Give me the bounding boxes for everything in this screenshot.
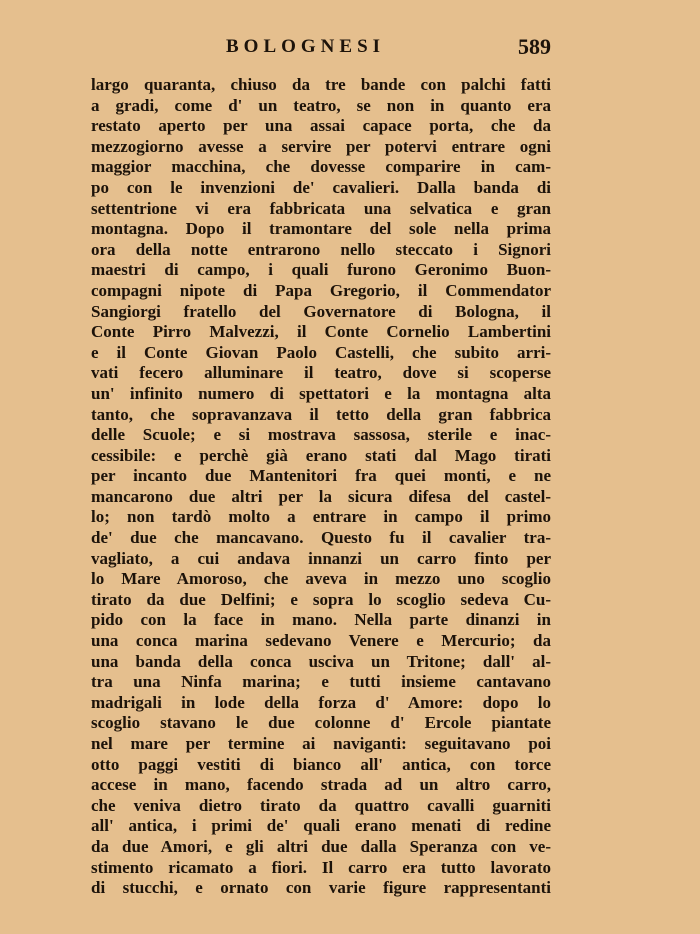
text-line: restato aperto per una assai capace porta, che da: [91, 116, 551, 136]
text-line: settentrione vi era fabbricata una selvatica e gran: [91, 198, 551, 218]
text-line: maestri di campo, i quali furono Geronimo Buon-: [91, 260, 551, 280]
text-line: pido con la face in mano. Nella parte dinanzi in: [91, 610, 551, 630]
text-line: vagliato, a cui andava innanzi un carro finto per: [91, 548, 551, 568]
text-line: ora della notte entrarono nello steccato i Signori: [91, 239, 551, 259]
text-line: montagna. Dopo il tramontare del sole nella prima: [91, 219, 551, 239]
text-line: de' due che mancavano. Questo fu il cavalier tra-: [91, 528, 551, 548]
text-line: che veniva dietro tirato da quattro cavalli guarniti: [91, 795, 551, 815]
text-line: largo quaranta, chiuso da tre bande con palchi fatti: [91, 75, 551, 94]
text-line: da due Amori, e gli altri due dalla Speranza con ve-: [91, 836, 551, 856]
text-line: lo Mare Amoroso, che aveva in mezzo uno scoglio: [91, 569, 551, 589]
text-line: a gradi, come d' un teatro, se non in quanto era: [91, 95, 551, 115]
text-line: madrigali in lode della forza d' Amore: dopo lo: [91, 692, 551, 712]
text-line: cessibile: e perchè già erano stati dal Mago tirati: [91, 445, 551, 465]
text-line: lo; non tardò molto a entrare in campo il primo: [91, 507, 551, 527]
text-line: un' infinito numero di spettatori e la montagna alta: [91, 383, 551, 403]
text-line: maggior macchina, che dovesse comparire in cam-: [91, 157, 551, 177]
text-line: nel mare per termine ai naviganti: seguitavano poi: [91, 734, 551, 753]
text-line: tirato da due Delfini; e sopra lo scoglio sedeva Cu-: [91, 589, 551, 609]
text-line: Conte Pirro Malvezzi, il Conte Cornelio Lambertini: [91, 322, 551, 342]
text-line: una banda della conca usciva un Tritone; dall' al-: [91, 651, 551, 671]
text-line: mancarono due altri per la sicura difesa del castel-: [91, 486, 551, 506]
text-line: accese in mano, facendo strada ad un altro carro,: [91, 775, 551, 795]
text-line: Sangiorgi fratello del Governatore di Bologna, il: [91, 301, 551, 321]
running-head: [91, 32, 551, 66]
text-line: otto paggi vestiti di bianco all' antica, con torce: [91, 754, 551, 774]
page-number: 589: [518, 34, 551, 59]
text-line: all' antica, i primi de' quali erano menati di redine: [91, 816, 551, 836]
text-line: una conca marina sedevano Venere e Mercurio; da: [91, 631, 551, 651]
text-line: compagni nipote di Papa Gregorio, il Commendator: [91, 280, 551, 300]
body-text: [91, 75, 551, 899]
text-line: po con le invenzioni de' cavalieri. Dalla banda di: [91, 177, 551, 197]
text-line: e il Conte Giovan Paolo Castelli, che subito arri-: [91, 342, 551, 362]
running-title: BOLOGNESI: [226, 36, 386, 57]
text-line: vati fecero alluminare il teatro, dove si scoperse: [91, 363, 551, 383]
text-line: stimento ricamato a fiori. Il carro era tutto lavorato: [91, 857, 551, 877]
text-line: scoglio stavano le due colonne d' Ercole piantate: [91, 713, 551, 733]
text-line: per incanto due Mantenitori fra quei monti, e ne: [91, 466, 551, 486]
text-line: mezzogiorno avesse a servire per potervi entrare ogni: [91, 136, 551, 156]
text-line: delle Scuole; e si mostrava sassosa, sterile e inac-: [91, 425, 551, 445]
text-line: tanto, che sopravanzava il tetto della gran fabbrica: [91, 404, 551, 424]
text-line: tra una Ninfa marina; e tutti insieme cantavano: [91, 672, 551, 692]
text-line: di stucchi, e ornato con varie figure rappresentanti: [91, 878, 551, 898]
